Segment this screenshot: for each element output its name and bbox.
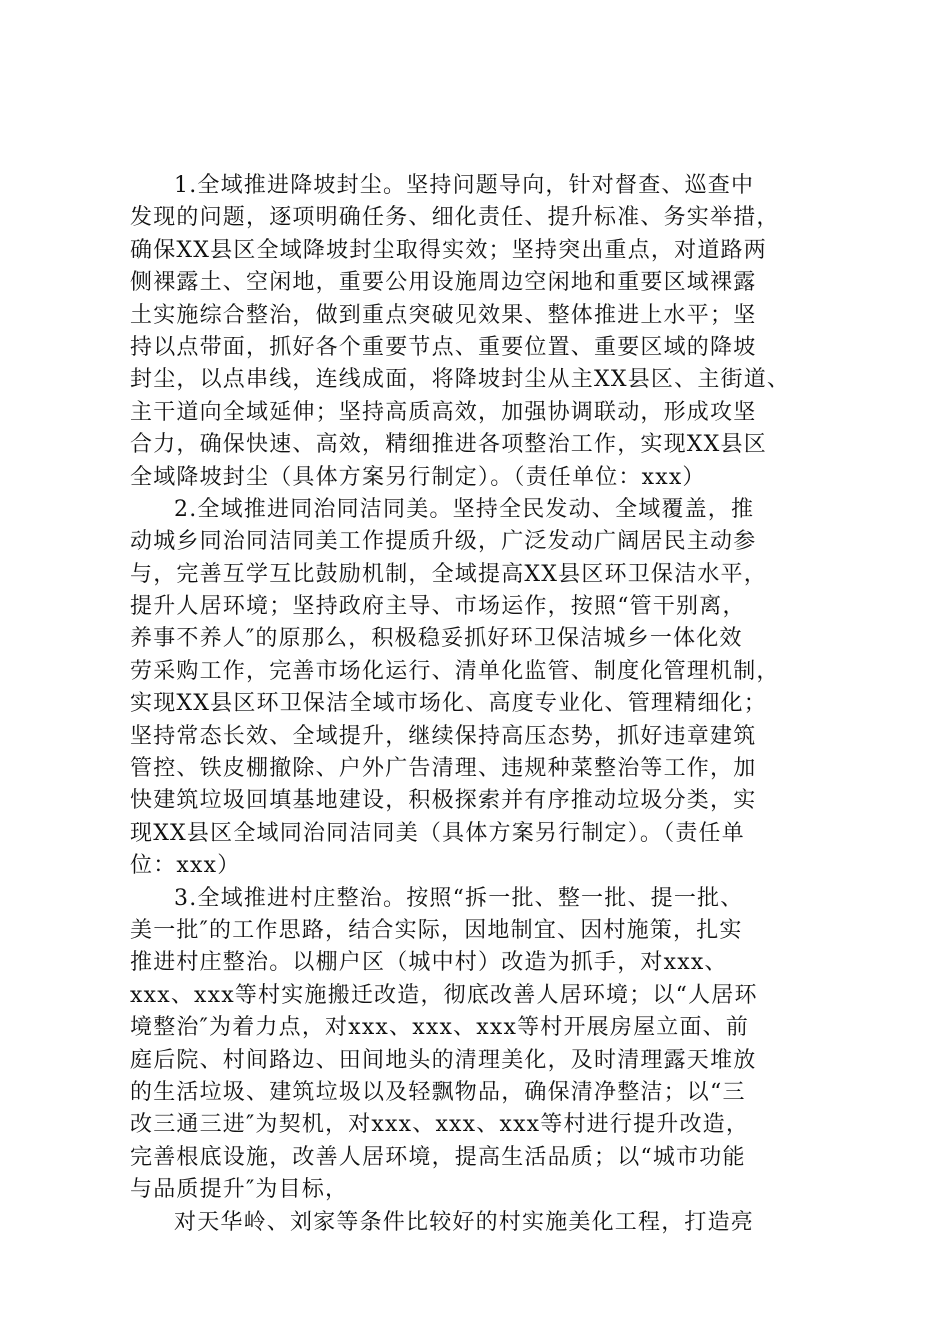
text-line: 的生活垃圾、建筑垃圾以及轻飘物品，确保清净整洁；以“三 <box>130 1079 746 1105</box>
text-line: 美一批″的工作思路，结合实际，因地制宜、因村施策，扎实 <box>130 917 743 943</box>
text-line: 境整治″为着力点，对xxx、xxx、xxx等村开展房屋立面、前 <box>130 1015 750 1041</box>
text-line: 与，完善互学互比鼓励机制，全域提高XX县区环卫保洁水平， <box>130 561 767 587</box>
text-line: 封尘，以点串线，连线成面，将降坡封尘从主XX县区、主街道、 <box>130 367 791 393</box>
text-line: 养事不养人″的原那么，积极稳妥抓好环卫保洁城乡一体化效 <box>130 626 743 652</box>
text-line: 动城乡同治同洁同美工作提质升级，广泛发动广阔居民主动参 <box>130 529 757 555</box>
text-line: xxx、xxx等村实施搬迁改造，彻底改善人居环境；以“人居环 <box>130 982 758 1008</box>
paragraph-1-first-line: 1.全域推进降坡封尘。坚持问题导向，针对督查、巡查中 <box>174 173 755 198</box>
text-line: 确保XX县区全域降坡封尘取得实效；坚持突出重点，对道路两 <box>130 237 767 263</box>
paragraph-4-first-line: 对天华岭、刘家等条件比较好的村实施美化工程，打造亮 <box>174 1209 755 1235</box>
text-line: 主干道向全域延伸；坚持高质高效，加强协调联动，形成攻坚 <box>130 399 757 425</box>
text-line: 合力，确保快速、高效，精细推进各项整治工作，实现XX县区 <box>130 432 767 458</box>
text-line: 改三通三进″为契机，对xxx、xxx、xxx等村进行提升改造， <box>130 1112 750 1138</box>
text-line: 实现XX县区环卫保洁全域市场化、高度专业化、管理精细化； <box>130 691 767 717</box>
text-line: 推进村庄整治。以棚户区（城中村）改造为抓手，对xxx、 <box>130 950 728 976</box>
text-line: 劳采购工作，完善市场化运行、清单化监管、制度化管理机制， <box>130 658 780 684</box>
body-text <box>130 170 850 1239</box>
text-line: 管控、铁皮棚撤除、户外广告清理、违规种菜整治等工作，加 <box>130 756 757 782</box>
text-line: 发现的问题，逐项明确任务、细化责任、提升标准、务实举措， <box>130 205 780 231</box>
text-line: 庭后院、村间路边、田间地头的清理美化，及时清理露天堆放 <box>130 1047 757 1073</box>
text-line: 全域降坡封尘（具体方案另行制定）。（责任单位：xxx） <box>130 464 706 490</box>
text-line: 持以点带面，抓好各个重要节点、重要位置、重要区域的降坡 <box>130 334 757 360</box>
paragraph-3-first-line: 3.全域推进村庄整治。按照“拆一批、整一批、提一批、 <box>174 885 744 911</box>
text-line: 与品质提升″为目标， <box>130 1177 349 1203</box>
text-line: 土实施综合整治，做到重点突破见效果、整体推进上水平；坚 <box>130 302 757 328</box>
text-line: 完善根底设施，改善人居环境，提高生活品质；以“城市功能 <box>130 1144 746 1170</box>
text-line: 侧裸露土、空闲地，重要公用设施周边空闲地和重要区域裸露 <box>130 270 757 296</box>
text-line: 现XX县区全域同治同洁同美（具体方案另行制定）。（责任单 <box>130 820 745 846</box>
text-line: 快建筑垃圾回填基地建设，积极探索并有序推动垃圾分类，实 <box>130 788 757 814</box>
paragraph-2-first-line: 2.全域推进同治同洁同美。坚持全民发动、全域覆盖，推 <box>174 496 755 522</box>
text-line: 位：xxx） <box>130 853 241 879</box>
text-line: 坚持常态长效、全域提升，继续保持高压态势，抓好违章建筑 <box>130 723 757 749</box>
text-line: 提升人居环境；坚持政府主导、市场运作，按照“管干别离， <box>130 594 746 620</box>
